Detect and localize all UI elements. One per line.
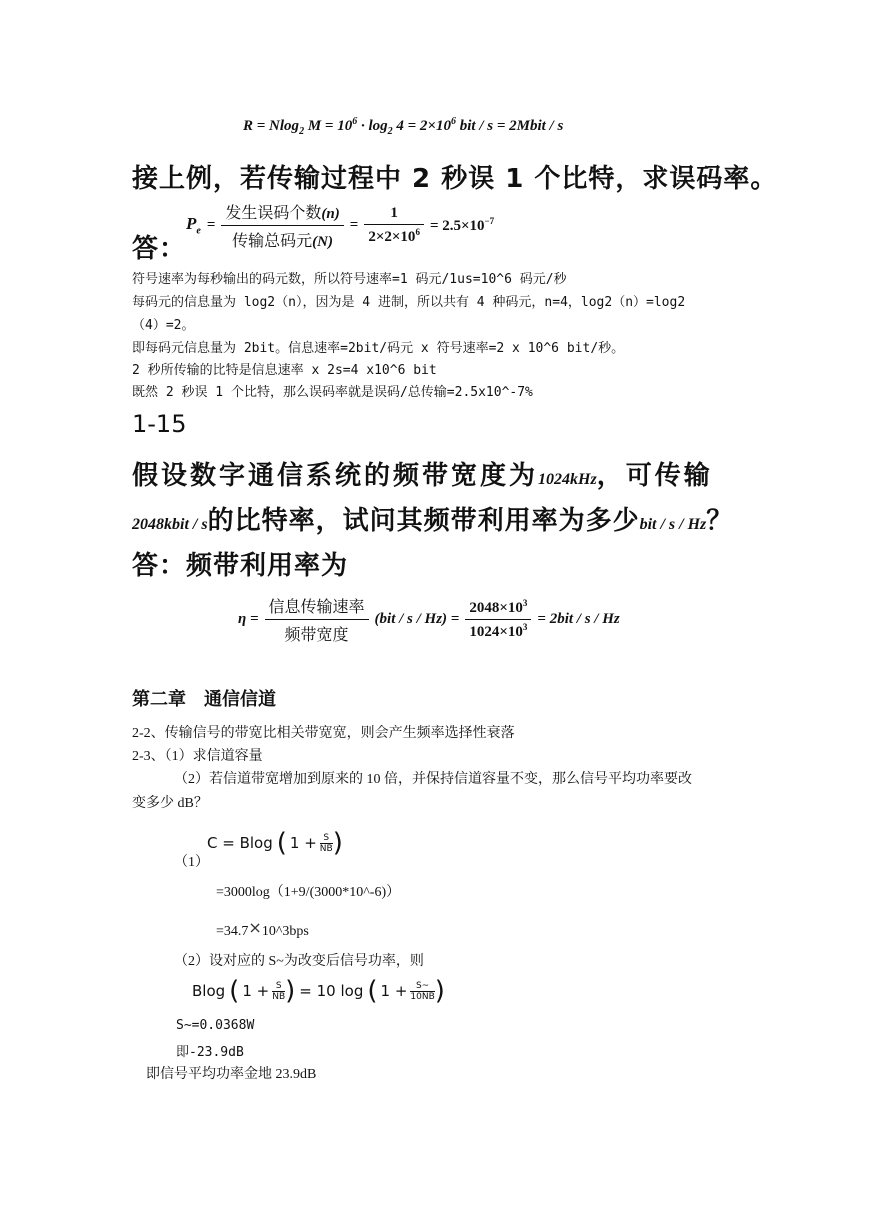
part-1-label: （1） <box>174 855 209 870</box>
formula-bit-rate: R = Nlog$_2$ $M = 10^6 \cdot \log_2 4 = 2\times 10^6$ bit / s = 2Mbit / s <box>243 116 564 137</box>
problem-2-3-part1: 2-3、（1）求信道容量 <box>132 749 263 764</box>
formula-equal-capacity: Blog ( 1 + $\frac{S}{NB}$ ) = 10 log ( 1 + $\frac{S\sim}{10NB}$ ) <box>192 976 445 1006</box>
problem-2-2: 2-2、传输信号的带宽比相关带宽宽，则会产生频率选择性衰落 <box>132 726 515 741</box>
chapter-title: 第二章 通信信道 <box>132 689 276 710</box>
explanation-line-6: 既然 2 秒误 1 个比特，那么误码率就是误码/总传输=2.5x10^-7% <box>132 385 533 400</box>
explanation-line-4: 即每码元信息量为 2bit。信息速率=2bit/码元 x 符号速率=2 x 10^6 bit/秒。 <box>132 341 625 356</box>
question-bandwidth-line1: 假设数字通信系统的频带宽度为1024kHz，可传输 <box>132 461 713 491</box>
problem-2-3-part2-line2: 变多少 dB？ <box>132 796 208 811</box>
explanation-line-2: 每码元的信息量为 log2（n），因为是 4 进制，所以共有 4 种码元，n=4，log2（n）=log2 <box>132 295 686 310</box>
formula-error-probability: $P_e$ = $\frac{\text{发生误码个数(n)}}{\text{传输总码元(N)}}$ = $\frac{1}{2\times 2\times 10^6}$ = $2.5\times 10^{-7}$ <box>186 203 495 250</box>
answer-label: 答： <box>132 234 187 264</box>
question-bandwidth-line2: 2048kbit / s的比特率，试问其频带利用率为多少bit / s / Hz？ <box>132 506 734 536</box>
formula-channel-capacity: C = Blog ( 1 + $\frac{S}{NB}$ ) <box>207 828 343 858</box>
problem-2-3-part2-line1: （2）若信道带宽增加到原来的 10 倍，并保持信道容量不变，那么信号平均功率要改 <box>174 772 692 787</box>
explanation-line-1: 符号速率为每秒输出的码元数，所以符号速率=1 码元/1us=10^6 码元/秒 <box>132 272 567 287</box>
explanation-line-5: 2 秒所传输的比特是信息速率 x 2s=4 x10^6 bit <box>132 363 437 378</box>
explanation-line-3: （4）=2。 <box>132 318 195 333</box>
result-db: 即-23.9dB <box>176 1045 244 1060</box>
result-power: S~=0.0368W <box>176 1018 255 1033</box>
formula-bandwidth-efficiency: η = $\frac{\text{信息传输速率}}{\text{频带宽度}}$ (bit / s / Hz) = $\frac{2048\times 10^3}{1024\times 10^3}$ = 2bit / s / Hz <box>238 597 620 644</box>
capacity-calc-1: =3000log（1+9/(3000*10^-6)） <box>216 885 401 900</box>
question-error-rate: 接上例，若传输过程中 2 秒误 1 个比特，求误码率。 <box>132 164 778 194</box>
capacity-calc-2: =34.7×10^3bps <box>216 918 309 939</box>
conclusion: 即信号平均功率金地 23.9dB <box>146 1067 317 1082</box>
problem-number: 1-15 <box>132 410 187 438</box>
answer-bandwidth-label: 答：频带利用率为 <box>132 551 349 581</box>
part-2-intro: （2）设对应的 S~为改变后信号功率，则 <box>174 954 424 969</box>
